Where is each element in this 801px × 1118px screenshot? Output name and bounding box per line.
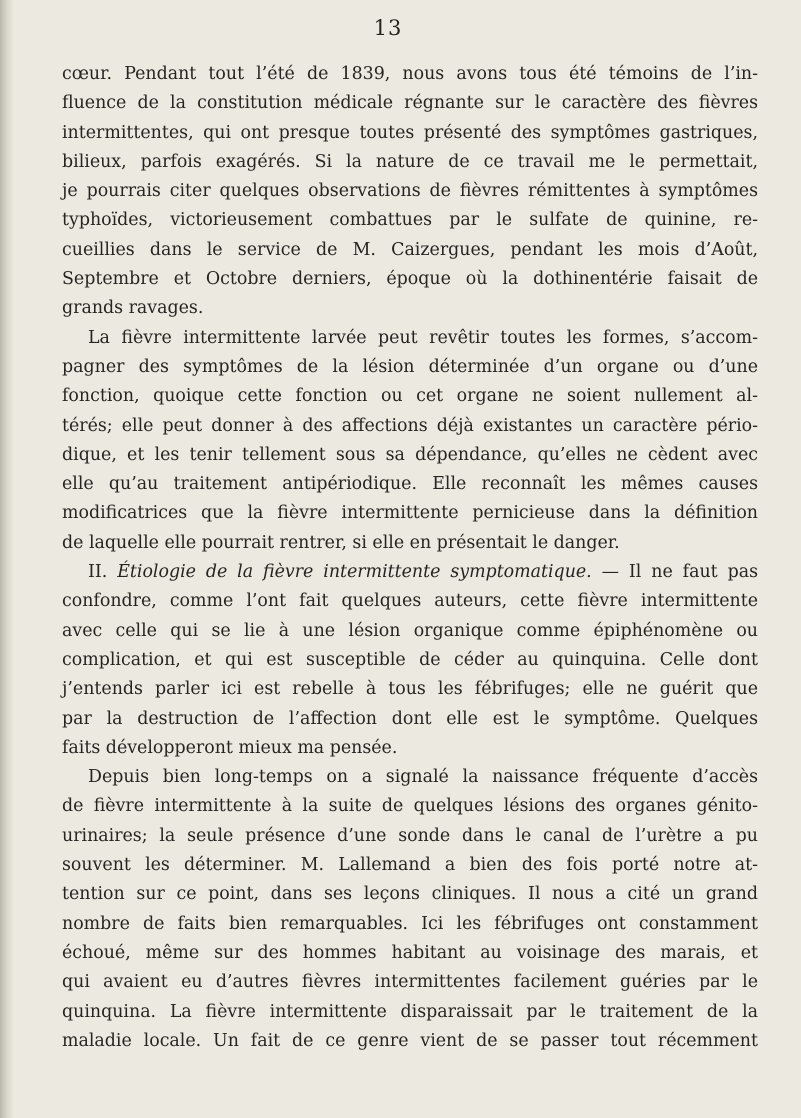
- paragraph-2: [62, 324, 758, 558]
- text-line: je pourrais citer quelques observations de fièvres rémittentes à symptômes: [62, 181, 758, 202]
- text-line: bilieux, parfois exagérés. Si la nature de ce travail me le permettait,: [62, 151, 758, 172]
- text-line: avec celle qui se lie à une lésion organique comme épiphénomène ou: [62, 620, 758, 641]
- text-line: elle qu’au traitement antipériodique. Elle reconnaît les mêmes causes: [62, 474, 758, 495]
- paragraph-3: [62, 558, 758, 763]
- text-line: dique, et les tenir tellement sous sa dépendance, qu’elles ne cèdent avec: [62, 444, 758, 465]
- text-line: fluence de la constitution médicale régnante sur le caractère des fièvres: [62, 93, 758, 114]
- text-line: complication, et qui est susceptible de céder au quinquina. Celle dont: [62, 649, 758, 670]
- text-line: nombre de faits bien remarquables. Ici les fébrifuges ont constamment: [62, 913, 758, 934]
- page-binding-shadow: [0, 0, 14, 1118]
- paragraph-4: [62, 763, 758, 1056]
- text-line: qui avaient eu d’autres fièvres intermittentes facilement guéries par le: [62, 972, 758, 993]
- text-line: La fièvre intermittente larvée peut revêtir toutes les formes, s’accom-: [88, 327, 758, 348]
- page-text: [62, 60, 758, 1056]
- section-heading-rest: — Il ne faut pas: [591, 562, 759, 583]
- text-line: grands ravages.: [62, 298, 204, 319]
- text-line: intermittentes, qui ont presque toutes présenté des symptômes gastriques,: [62, 122, 758, 143]
- text-line: cueillies dans le service de M. Caizergues, pendant les mois d’Août,: [62, 239, 758, 260]
- text-line: fonction, quoique cette fonction ou cet organe ne soient nullement al-: [62, 386, 758, 407]
- text-line: cœur. Pendant tout l’été de 1839, nous avons tous été témoins de l’in-: [62, 64, 758, 84]
- text-line: de fièvre intermittente à la suite de quelques lésions des organes génito-: [62, 796, 758, 817]
- text-line: j’entends parler ici est rebelle à tous les fébrifuges; elle ne guérit que: [62, 679, 758, 700]
- text-line: confondre, comme l’ont fait quelques auteurs, cette fièvre intermittente: [62, 591, 758, 612]
- section-heading-line: [62, 558, 758, 587]
- text-line: échoué, même sur des hommes habitant au voisinage des marais, et: [62, 942, 758, 963]
- section-number: II.: [88, 562, 108, 583]
- text-line: typhoïdes, victorieusement combattues par le sulfate de quinine, re-: [62, 210, 758, 231]
- paragraph-1: [62, 60, 758, 324]
- section-title: Étiologie de la fièvre intermittente symptomatique.: [117, 562, 592, 583]
- text-line: faits développeront mieux ma pensée.: [62, 737, 398, 758]
- text-line: souvent les déterminer. M. Lallemand a bien des fois porté notre at-: [62, 855, 758, 876]
- text-line: Depuis bien long-temps on a signalé la naissance fréquente d’accès: [88, 767, 758, 788]
- text-line: par la destruction de l’affection dont elle est le symptôme. Quelques: [62, 708, 758, 729]
- text-line: modificatrices que la fièvre intermittente pernicieuse dans la définition: [62, 503, 758, 524]
- text-line: maladie locale. Un fait de ce genre vient de se passer tout récemment: [62, 1030, 758, 1051]
- text-line: tention sur ce point, dans ses leçons cliniques. Il nous a cité un grand: [62, 884, 758, 905]
- text-line: de laquelle elle pourrait rentrer, si elle en présentait le danger.: [62, 532, 620, 553]
- text-line: urinaires; la seule présence d’une sonde dans le canal de l’urètre a pu: [62, 825, 758, 846]
- text-line: pagner des symptômes de la lésion déterminée d’un organe ou d’une: [62, 356, 758, 377]
- text-line: térés; elle peut donner à des affections déjà existantes un caractère pério-: [62, 415, 758, 436]
- text-line: Septembre et Octobre derniers, époque où la dothinentérie faisait de: [62, 269, 758, 290]
- text-line: quinquina. La fièvre intermittente disparaissait par le traitement de la: [62, 1001, 758, 1022]
- page-number: 13: [373, 16, 403, 40]
